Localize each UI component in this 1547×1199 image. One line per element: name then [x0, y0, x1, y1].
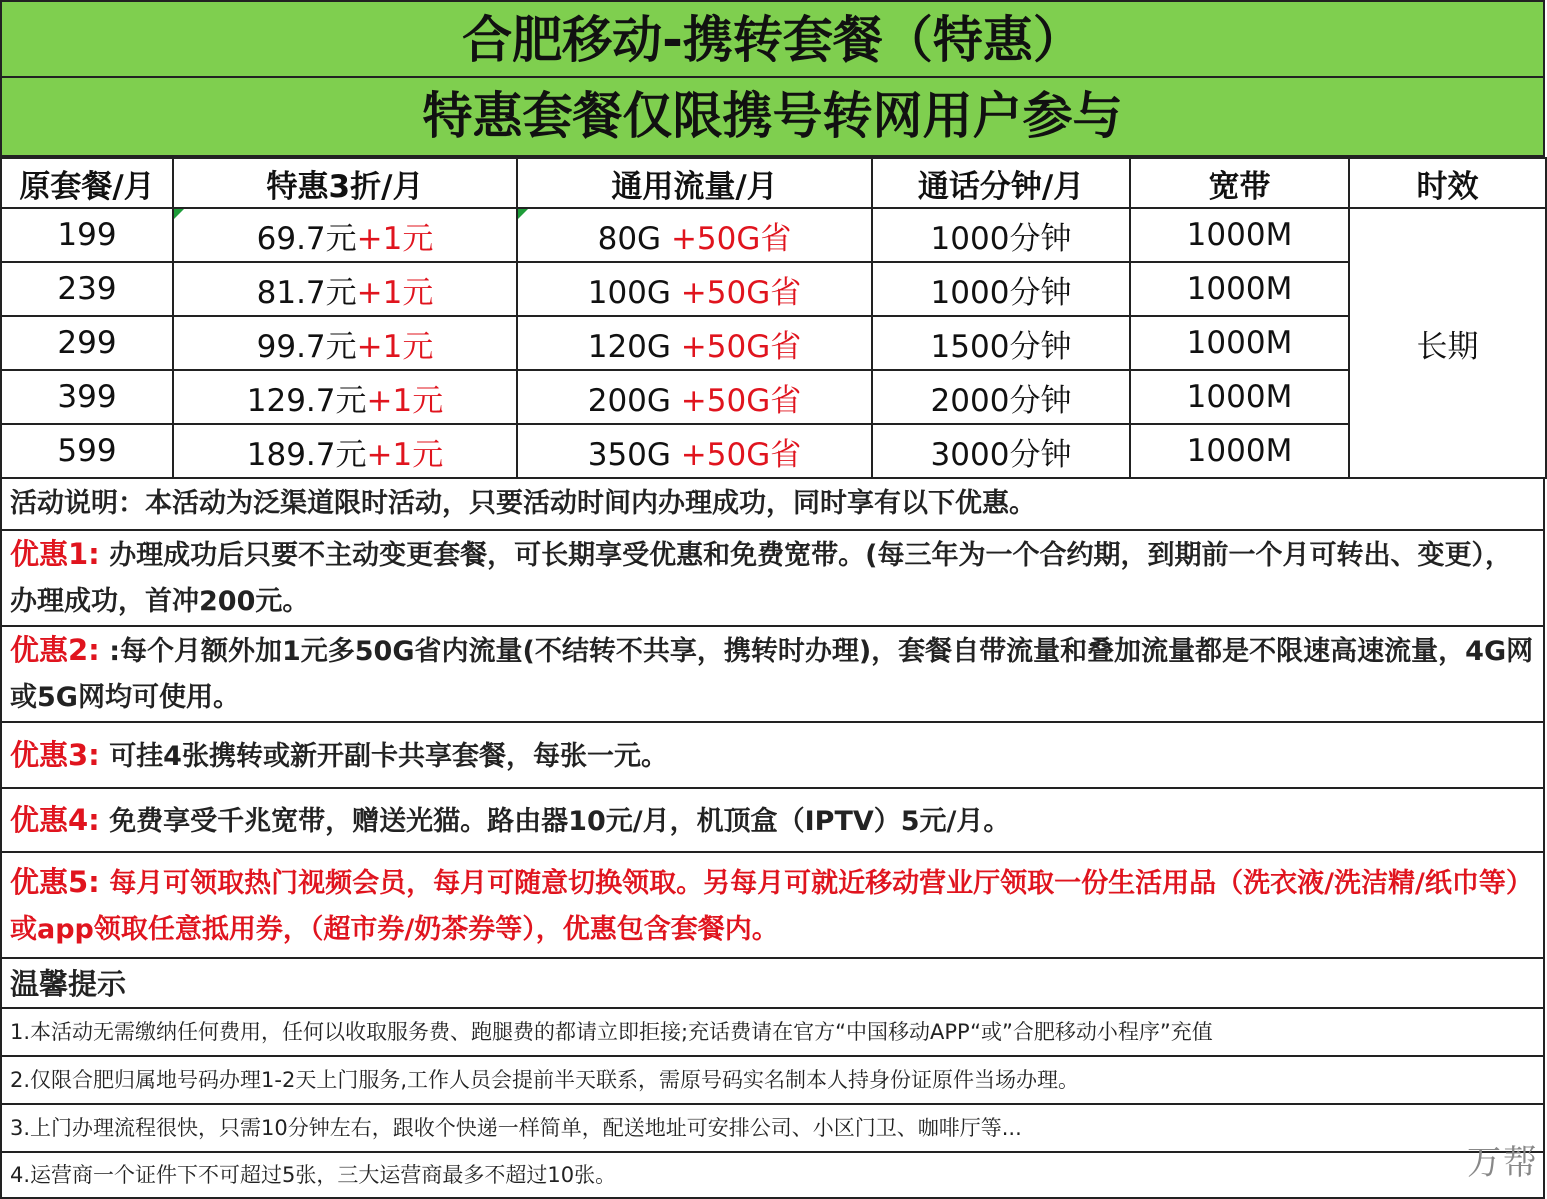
offer-2: [0, 627, 1545, 723]
cell-broadband: 1000M: [1130, 208, 1349, 262]
data-value: 350G: [587, 436, 671, 473]
offer-label: 优惠1:: [10, 537, 100, 571]
tip-item: 1.本活动无需缴纳任何费用，任何以收取服务费、跑腿费的都请立即拒接;充话费请在官方“中国移动APP“或”合肥移动小程序”充值: [0, 1009, 1545, 1057]
offer-label: 优惠2:: [10, 633, 100, 667]
activity-note: 活动说明：本活动为泛渠道限时活动，只要活动时间内办理成功，同时享有以下优惠。: [0, 479, 1545, 531]
offer-4: [0, 789, 1545, 853]
price-plus: +1元: [366, 436, 444, 473]
data-value: 80G: [597, 220, 662, 257]
cell-data: [517, 316, 872, 370]
offer-text: 可挂4张携转或新开副卡共享套餐，每张一元。: [109, 741, 668, 772]
offer-label: 优惠4:: [10, 803, 100, 837]
header-discount-price: 特惠3折/月: [173, 158, 517, 208]
cell-broadband: 1000M: [1130, 370, 1349, 424]
cell-data: [517, 370, 872, 424]
data-extra: +50G省: [680, 382, 802, 419]
cell-orig: 599: [1, 424, 173, 478]
cell-data: [517, 208, 872, 262]
table-row: [1, 370, 1546, 424]
data-extra: +50G省: [680, 436, 802, 473]
cell-broadband: 1000M: [1130, 262, 1349, 316]
table-row: [1, 424, 1546, 478]
table-row: [1, 262, 1546, 316]
cell-data: [517, 424, 872, 478]
details-section: [0, 479, 1545, 1199]
price-value: 99.7元: [256, 328, 357, 365]
price-plus: +1元: [356, 328, 434, 365]
cell-minutes: 1000分钟: [872, 208, 1130, 262]
offer-text: 免费享受千兆宽带，赠送光猫。路由器10元/月，机顶盒（IPTV）5元/月。: [109, 806, 1011, 837]
cell-broadband: 1000M: [1130, 424, 1349, 478]
header-data: 通用流量/月: [517, 158, 872, 208]
offer-label: 优惠5:: [10, 865, 100, 899]
cell-minutes: 2000分钟: [872, 370, 1130, 424]
page-subtitle: 特惠套餐仅限携号转网用户参与: [0, 78, 1545, 157]
data-value: 120G: [587, 328, 671, 365]
tip-item: 2.仅限合肥归属地号码办理1-2天上门服务,工作人员会提前半天联系，需原号码实名制本人持身份证原件当场办理。: [0, 1057, 1545, 1105]
data-extra: +50G省: [680, 274, 802, 311]
header-minutes: 通话分钟/月: [872, 158, 1130, 208]
cell-price: [173, 424, 517, 478]
table-row: [1, 208, 1546, 262]
price-value: 81.7元: [256, 274, 357, 311]
cell-orig: 299: [1, 316, 173, 370]
data-extra: +50G省: [670, 220, 792, 257]
tip-item: 3.上门办理流程很快，只需10分钟左右，跟收个快递一样简单，配送地址可安排公司、小区门卫、咖啡厅等...: [0, 1105, 1545, 1153]
offer-text: :每个月额外加1元多50G省内流量(不结转不共享，携转时办理)，套餐自带流量和叠加流量都是不限速高速流量，4G网或5G网均可使用。: [10, 636, 1534, 713]
offer-text: 每月可领取热门视频会员，每月可随意切换领取。另每月可就近移动营业厅领取一份生活用品（洗衣液/洗洁精/纸巾等）或app领取任意抵用券，（超市券/奶茶券等），优惠包含套餐内。: [10, 868, 1533, 945]
price-plus: +1元: [356, 220, 434, 257]
price-value: 189.7元: [246, 436, 367, 473]
tip-item: 4.运营商一个证件下不可超过5张，三大运营商最多不超过10张。: [0, 1153, 1545, 1199]
data-value: 200G: [587, 382, 671, 419]
cell-broadband: 1000M: [1130, 316, 1349, 370]
header-validity: 时效: [1349, 158, 1546, 208]
cell-minutes: 3000分钟: [872, 424, 1130, 478]
table-header-row: [1, 158, 1546, 208]
watermark: 万帮: [1467, 1143, 1539, 1183]
cell-minutes: 1500分钟: [872, 316, 1130, 370]
cell-price: [173, 370, 517, 424]
price-value: 129.7元: [246, 382, 367, 419]
page-title: 合肥移动-携转套餐（特惠）: [0, 0, 1545, 78]
table-row: [1, 316, 1546, 370]
offer-label: 优惠3:: [10, 738, 100, 772]
offer-5: [0, 853, 1545, 959]
cell-minutes: 1000分钟: [872, 262, 1130, 316]
price-value: 69.7元: [256, 220, 357, 257]
plan-table: [0, 157, 1547, 479]
offer-text: 办理成功后只要不主动变更套餐，可长期享受优惠和免费宽带。(每三年为一个合约期，到期前一个月可转出、变更），办理成功，首冲200元。: [10, 540, 1513, 617]
header-orig-plan: 原套餐/月: [1, 158, 173, 208]
price-plus: +1元: [366, 382, 444, 419]
price-plus: +1元: [356, 274, 434, 311]
header-broadband: 宽带: [1130, 158, 1349, 208]
tips-title: 温馨提示: [0, 959, 1545, 1009]
cell-price: [173, 316, 517, 370]
cell-orig: 399: [1, 370, 173, 424]
cell-orig: 239: [1, 262, 173, 316]
cell-price: [173, 262, 517, 316]
cell-data: [517, 262, 872, 316]
data-extra: +50G省: [680, 328, 802, 365]
offer-1: [0, 531, 1545, 627]
cell-validity: 长期: [1349, 208, 1546, 478]
cell-price: [173, 208, 517, 262]
offer-3: [0, 723, 1545, 789]
data-value: 100G: [587, 274, 671, 311]
cell-orig: 199: [1, 208, 173, 262]
